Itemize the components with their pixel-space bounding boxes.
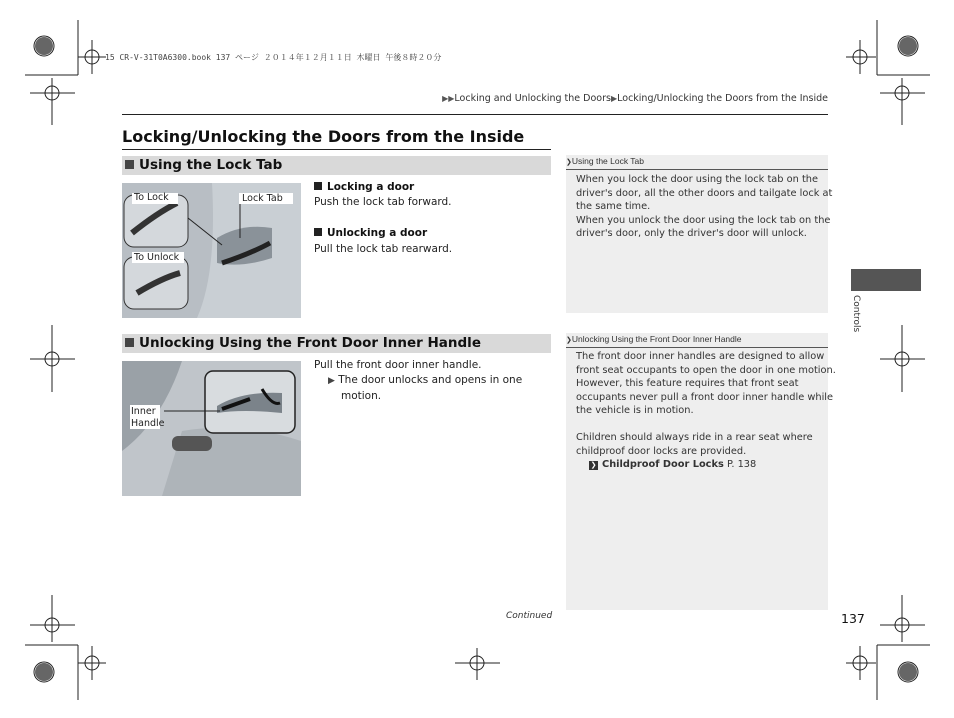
note-rule [566, 169, 828, 170]
unlocking-door-text: Pull the lock tab rearward. [314, 243, 453, 255]
header-rule [122, 114, 828, 115]
locking-door-heading: Locking a door [314, 181, 414, 193]
chapter-side-label: Controls [851, 295, 861, 333]
square-bullet-icon [125, 160, 134, 169]
note-title-lock-tab: ❯Using the Lock Tab [566, 156, 645, 166]
breadcrumb-arrow-icon: ▶ [610, 94, 618, 103]
section-heading-lock-tab: Using the Lock Tab [122, 156, 551, 175]
note-text-lock-tab: When you lock the door using the lock tab on the driver's door, all the other doors and tailgate lock at the same time. When you unlock the door using the lock tab on the driver's door, only the driver's door will unlock. [576, 174, 833, 239]
breadcrumb-item-2[interactable]: Locking/Unlocking the Doors from the Inside [617, 93, 828, 104]
locking-door-text: Push the lock tab forward. [314, 196, 452, 208]
note-text-inner-handle: The front door inner handles are designed to allow front seat occupants to open the door in one motion. However, this feature requires that front seat occupants never pull a front door inner handle while the vehicle is in motion. Children should always ride in a rear seat where childproof door locks are provided. ❯ Childproof Door Locks P. 138 [576, 351, 836, 470]
childproof-link[interactable]: ❯ Childproof Door Locks P. 138 [590, 459, 757, 470]
chapter-side-tab[interactable] [851, 269, 921, 291]
print-header: 15 CR-V-31T0A6300.book 137 ページ ２０１４年１２月１１日 木曜日 午後８時２０分 [105, 53, 442, 62]
square-bullet-icon [314, 228, 322, 236]
label-inner-handle: Inner Handle [131, 406, 165, 429]
note-rule [566, 347, 828, 348]
label-to-lock: To Lock [134, 192, 169, 203]
note-icon: ❯ [566, 159, 572, 166]
breadcrumb-item-1[interactable]: Locking and Unlocking the Doors [454, 93, 611, 104]
continued-label: Continued [506, 611, 553, 621]
breadcrumb-arrow-icon: ▶▶ [442, 94, 455, 103]
title-rule [122, 149, 551, 150]
inner-handle-result: ▶ The door unlocks and opens in one motion. [328, 374, 523, 402]
result-arrow-icon: ▶ [328, 376, 335, 386]
unlocking-door-heading: Unlocking a door [314, 227, 427, 239]
label-lock-tab: Lock Tab [242, 193, 283, 204]
inner-handle-text: Pull the front door inner handle. [314, 359, 482, 371]
link-arrow-icon: ❯ [590, 461, 597, 469]
square-bullet-icon [125, 338, 134, 347]
note-icon: ❯ [566, 337, 572, 344]
page-title: Locking/Unlocking the Doors from the Inside [122, 127, 525, 146]
square-bullet-icon [314, 182, 322, 190]
note-title-inner-handle: ❯Unlocking Using the Front Door Inner Handle [566, 334, 742, 344]
breadcrumb [442, 93, 828, 104]
section-heading-inner-handle: Unlocking Using the Front Door Inner Handle [122, 334, 551, 353]
page-number: 137 [841, 611, 865, 626]
label-to-unlock: To Unlock [134, 252, 180, 263]
